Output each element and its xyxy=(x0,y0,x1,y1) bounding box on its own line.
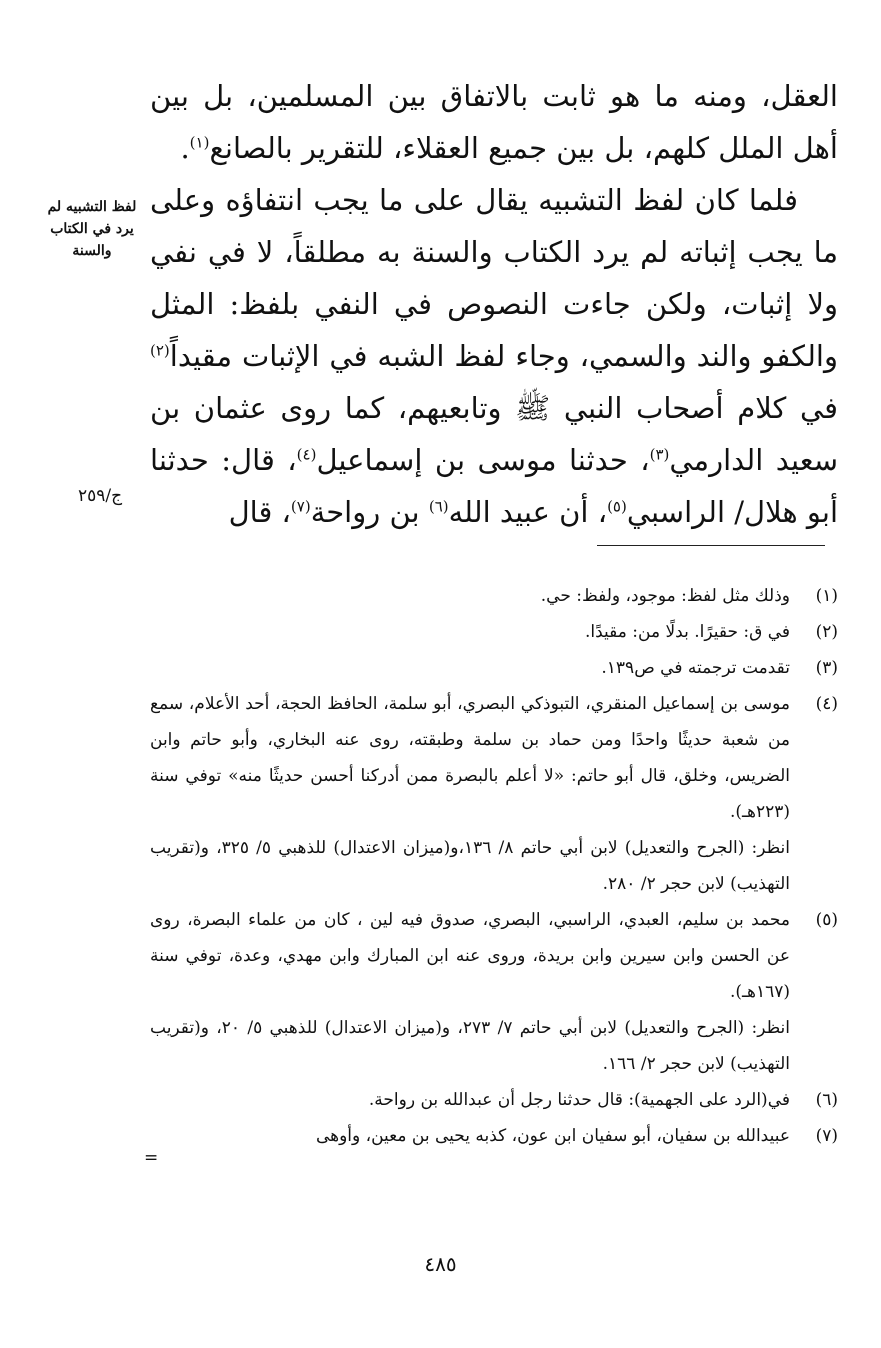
footnote-line: انظر: (الجرح والتعديل) لابن أبي حاتم ٧/ ٢٧٣، و(ميزان الاعتدال) للذهبي ٥/ ٢٠، و(تقريب التهذيب) لابن حجر ٢/ ١٦٦. xyxy=(150,1018,790,1074)
footnote-number: (١) xyxy=(815,586,838,606)
margin-note-line: لفظ التشبيه لم xyxy=(47,199,137,215)
footnote-line: في(الرد على الجهمية): قال حدثنا رجل أن عبدالله بن رواحة. xyxy=(368,1090,790,1110)
footnote-reference: (٢) xyxy=(150,341,170,360)
footnote xyxy=(150,1082,838,1118)
footnote-line: تقدمت ترجمته في ص١٣٩. xyxy=(601,658,790,678)
footnote-number: (٢) xyxy=(815,622,838,642)
footnote-number: (٦) xyxy=(815,1090,838,1110)
page-number: ٤٨٥ xyxy=(424,1252,457,1276)
text-segment: ، حدثنا موسى بن إسماعيل xyxy=(316,443,650,477)
footnote-text xyxy=(150,902,790,1082)
body-paragraph xyxy=(150,174,838,538)
continuation-mark: = xyxy=(144,1148,159,1168)
text-segment: في كلام أصحاب النبي ﷺ وتابعيهم، كما روى عثمان بن سعيد الدارمي xyxy=(150,391,838,477)
footnote-text xyxy=(150,614,790,650)
footnote-text xyxy=(150,578,790,614)
main-body-text xyxy=(150,70,838,538)
footnote-reference: (٣) xyxy=(649,445,670,464)
footnote xyxy=(150,614,838,650)
footnotes-section xyxy=(150,578,838,1154)
footnote-reference: (٦) xyxy=(428,497,449,516)
footnote-reference: (٤) xyxy=(296,445,317,464)
footnote-line: في ق: حقيرًا. بدلًا من: مقيدًا. xyxy=(585,622,790,642)
footnote xyxy=(150,902,838,1082)
text-segment: فلما كان لفظ التشبيه يقال على ما يجب انتفاؤه وعلى ما يجب إثباته لم يرد الكتاب والسنة به مطلقاً، لا في نفي ولا إثبات، ولكن جاءت النصوص في النفي بلفظ: المثل والكفو والند والسمي، وجاء لفظ الشبه في الإثبات مقيداً xyxy=(150,183,838,373)
footnote xyxy=(150,650,838,686)
footnote xyxy=(150,686,838,902)
margin-note-line: والسنة xyxy=(72,243,112,259)
footnote-line: عبيدالله بن سفيان، أبو سفيان ابن عون، كذبه يحيى بن معين، وأوهى xyxy=(315,1126,790,1146)
margin-note xyxy=(42,196,142,262)
footnote-text xyxy=(150,1082,790,1118)
text-segment: ، قال xyxy=(228,495,291,529)
text-segment: ، قال: حدثنا أبو هلال/ الراسبي xyxy=(150,443,838,529)
footnote-number: (٤) xyxy=(815,694,838,714)
footnote-line: موسى بن إسماعيل المنقري، التبوذكي البصري، أبو سلمة، الحافظ الحجة، أحد الأعلام، سمع من شعبة حديثًا واحدًا ومن حماد بن سلمة وطبقته، روى عنه البخاري، وأبو حاتم وابن الضريس، وخلق، قال أبو حاتم: «لا أعلم بالبصرة ممن أدركنا أحسن حديثًا منه» توفي سنة (٢٢٣هـ). xyxy=(150,694,790,822)
footnote xyxy=(150,578,838,614)
footnote-line: محمد بن سليم، العبدي، الراسبي، البصري، صدوق فيه لين ، كان من علماء البصرة، روى عن الحسن وابن سيرين وابن بريدة، وروى عنه ابن المبارك وابن مهدي، وعدة، توفي سنة (١٦٧هـ). xyxy=(150,910,790,1002)
footnote-reference: (١) xyxy=(189,133,210,152)
text-segment: العقل، ومنه ما هو ثابت بالاتفاق بين المسلمين، بل بين أهل الملل كلهم، بل بين جميع العقلاء، للتقرير بالصانع xyxy=(150,79,838,165)
footnote-line: وذلك مثل لفظ: موجود، ولفظ: حي. xyxy=(540,586,790,606)
text-segment: . xyxy=(180,131,190,165)
text-segment: ، أن عبيد الله xyxy=(448,495,608,529)
footnote-number: (٥) xyxy=(815,910,838,930)
text-segment: بن رواحة xyxy=(310,495,429,529)
footnote-number: (٧) xyxy=(815,1126,838,1146)
footnote-text xyxy=(150,1118,790,1154)
footnote-separator xyxy=(597,545,825,546)
footnote-reference: (٥) xyxy=(607,497,627,516)
margin-page-reference: ج/٢٥٩ xyxy=(77,486,123,506)
margin-note-line: يرد في الكتاب xyxy=(50,221,134,237)
footnote-number: (٣) xyxy=(815,658,838,678)
footnote-text xyxy=(150,650,790,686)
footnote xyxy=(150,1118,838,1154)
footnote-text xyxy=(150,686,790,902)
body-paragraph xyxy=(150,70,838,174)
footnote-line: انظر: (الجرح والتعديل) لابن أبي حاتم ٨/ ١٣٦،و(ميزان الاعتدال) للذهبي ٥/ ٣٢٥، و(تقريب التهذيب) لابن حجر ٢/ ٢٨٠. xyxy=(150,838,791,894)
footnote-reference: (٧) xyxy=(290,497,311,516)
